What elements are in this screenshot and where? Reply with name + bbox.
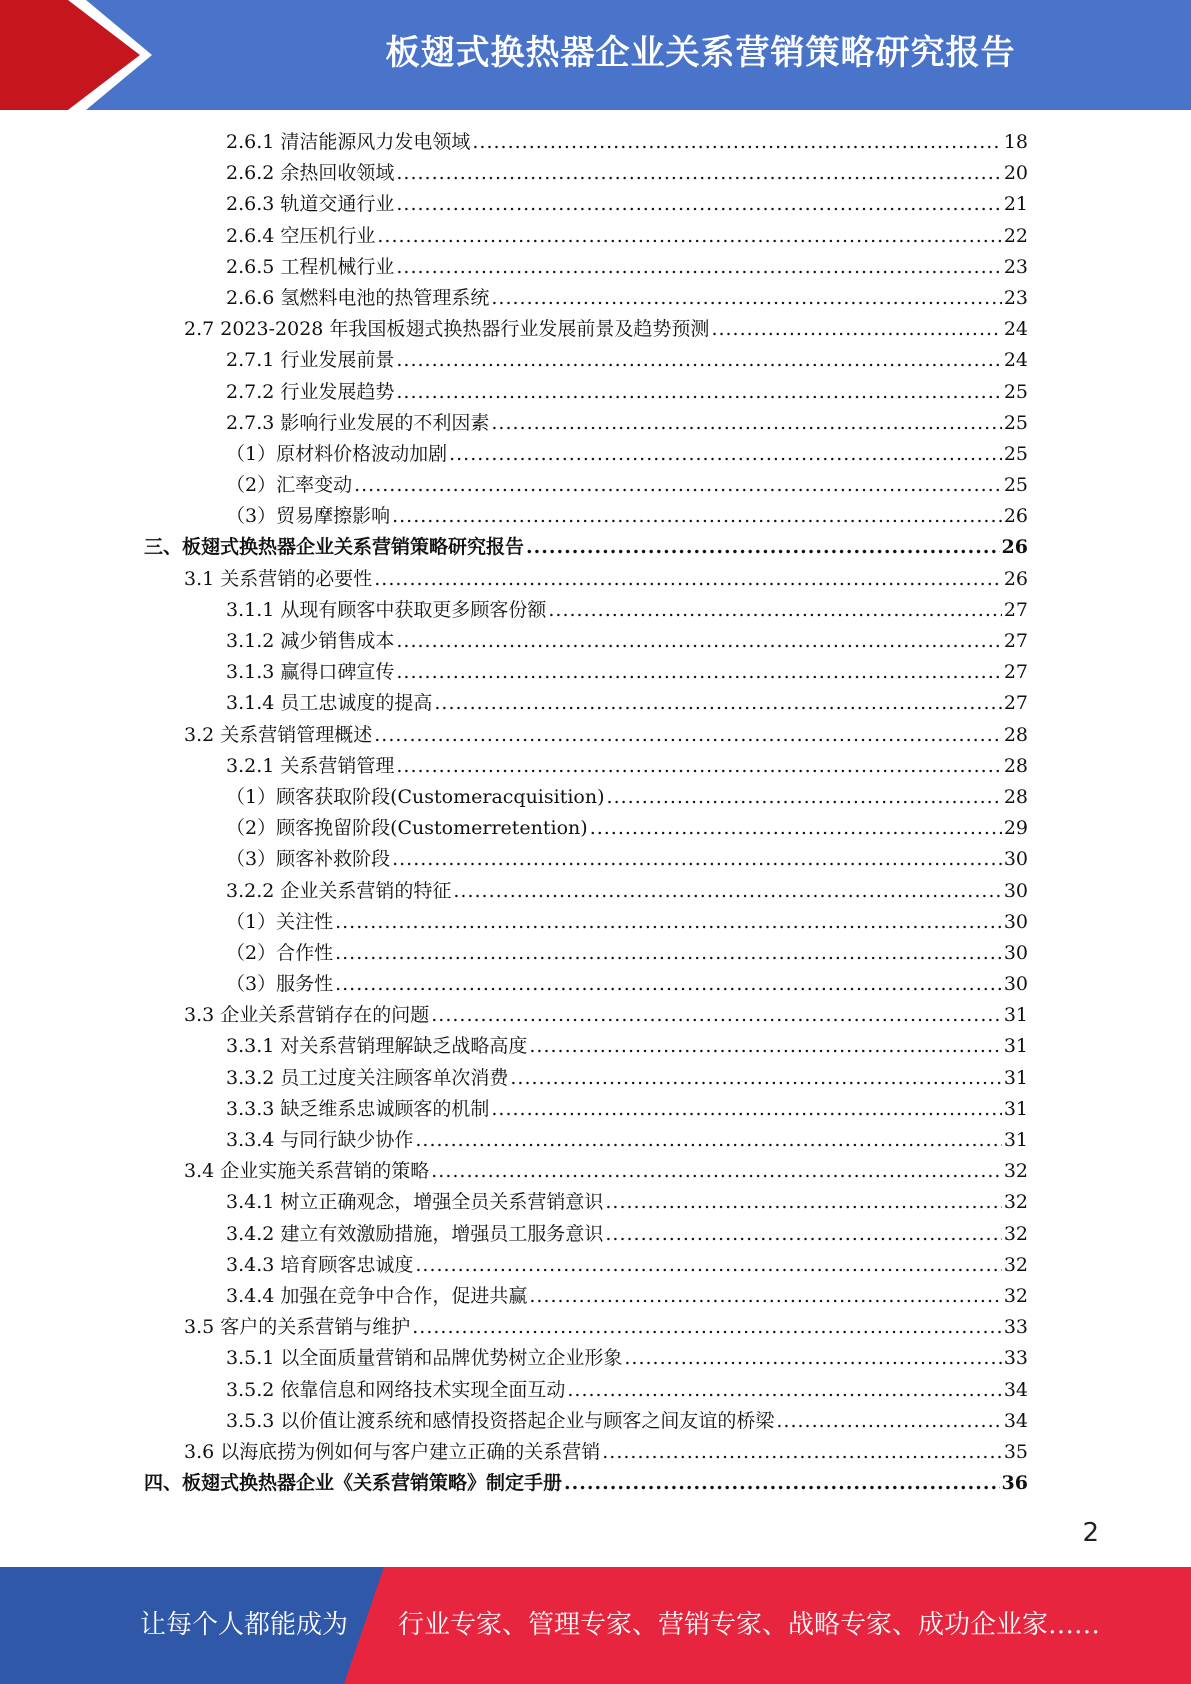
toc-entry-title: 2.6.6 氢燃料电池的热管理系统: [226, 286, 490, 309]
toc-entry-page: 28: [1003, 754, 1028, 777]
toc-dot-leader: [396, 626, 1001, 657]
toc-entry[interactable]: [226, 1343, 1028, 1374]
toc-dot-leader: [335, 938, 1002, 969]
page-number: 2: [1082, 1518, 1099, 1548]
toc-entry-title: 3.4.1 树立正确观念，增强全员关系营销意识: [226, 1191, 604, 1214]
toc-entry[interactable]: [226, 813, 1028, 844]
toc-entry-title: 2.6.2 余热回收领域: [226, 162, 395, 185]
toc-entry-page: 26: [1003, 505, 1028, 528]
toc-entry-title: （2）顾客挽留阶段(Customerretention): [226, 817, 588, 840]
toc-entry-page: 27: [1003, 692, 1028, 715]
toc-entry[interactable]: [144, 532, 1028, 563]
toc-entry[interactable]: [226, 501, 1028, 532]
toc-dot-leader: [567, 1375, 1001, 1406]
toc-entry-page: 22: [1003, 224, 1028, 247]
toc-entry-page: 33: [1003, 1316, 1028, 1339]
toc-entry[interactable]: [226, 1219, 1028, 1250]
toc-entry-page: 33: [1003, 1347, 1028, 1370]
toc-dot-leader: [396, 189, 1001, 220]
toc-entry-title: 3.1 关系营销的必要性: [184, 567, 373, 590]
toc-entry[interactable]: [226, 657, 1028, 688]
toc-entry[interactable]: [226, 969, 1028, 1000]
toc-dot-leader: [396, 657, 1001, 688]
toc-dot-leader: [491, 283, 1001, 314]
toc-entry-title: 3.4.3 培育顾客忠诚度: [226, 1253, 414, 1276]
toc-dot-leader: [548, 595, 1001, 626]
toc-entry-title: 四、板翅式换热器企业《关系营销策略》制定手册: [144, 1472, 563, 1495]
toc-entry-page: 31: [1003, 1035, 1028, 1058]
toc-entry-title: （1）顾客获取阶段(Customeracquisition): [226, 785, 605, 808]
toc-entry-title: 3.3 企业关系营销存在的问题: [184, 1004, 430, 1027]
toc-entry[interactable]: [226, 1094, 1028, 1125]
toc-dot-leader: [396, 252, 1001, 283]
toc-dot-leader: [396, 377, 1001, 408]
toc-entry-page: 32: [1003, 1160, 1028, 1183]
toc-entry-title: 3.1.1 从现有顾客中获取更多顾客份额: [226, 598, 547, 621]
toc-dot-leader: [431, 1000, 1002, 1031]
toc-entry-title: 3.3.3 缺乏维系忠诚顾客的机制: [226, 1097, 490, 1120]
toc-entry[interactable]: [184, 314, 1028, 345]
toc-entry[interactable]: [226, 1031, 1028, 1062]
toc-dot-leader: [449, 439, 1002, 470]
toc-entry-page: 23: [1003, 286, 1028, 309]
toc-entry[interactable]: [226, 470, 1028, 501]
toc-dot-leader: [526, 532, 1000, 563]
toc-entry-page: 21: [1003, 193, 1028, 216]
toc-dot-leader: [605, 1187, 1001, 1218]
toc-entry-page: 18: [1003, 131, 1028, 153]
toc-entry-title: 2.6.5 工程机械行业: [226, 255, 395, 278]
toc-entry-page: 32: [1003, 1253, 1028, 1276]
toc-entry-title: （1）原材料价格波动加剧: [226, 442, 448, 465]
toc-entry[interactable]: [226, 439, 1028, 470]
toc-entry[interactable]: [226, 1406, 1028, 1437]
toc-entry[interactable]: [184, 1312, 1028, 1343]
toc-entry-title: 3.2.1 关系营销管理: [226, 754, 395, 777]
toc-entry-title: 3.2.2 企业关系营销的特征: [226, 879, 452, 902]
toc-entry-page: 23: [1003, 255, 1028, 278]
toc-dot-leader: [491, 1094, 1001, 1125]
toc-entry[interactable]: [226, 189, 1028, 220]
toc-dot-leader: [374, 720, 1002, 751]
toc-entry-title: 3.3.4 与同行缺少协作: [226, 1129, 414, 1151]
toc-entry[interactable]: [144, 1468, 1028, 1499]
toc-entry-page: 30: [1003, 910, 1028, 933]
toc-entry-page: 25: [1003, 474, 1028, 497]
toc-entry[interactable]: [226, 876, 1028, 907]
toc-entry-page: 30: [1003, 941, 1028, 964]
toc-dot-leader: [590, 813, 1002, 844]
toc-entry-page: 27: [1003, 630, 1028, 652]
toc-entry-page: 30: [1003, 973, 1028, 996]
toc-entry-page: 35: [1003, 1440, 1028, 1463]
toc-entry[interactable]: [226, 283, 1028, 314]
page-title: 板翅式换热器企业关系营销策略研究报告: [385, 33, 1016, 73]
toc-entry-title: （2）汇率变动: [226, 474, 353, 497]
toc-dot-leader: [453, 876, 1001, 907]
toc-dot-leader: [412, 1312, 1002, 1343]
toc-entry-title: 3.4 企业实施关系营销的策略: [184, 1160, 430, 1183]
toc-entry-title: 2.6.3 轨道交通行业: [226, 193, 395, 216]
toc-entry[interactable]: [226, 751, 1028, 782]
toc-dot-leader: [415, 1250, 1001, 1281]
toc-entry-page: 24: [1003, 318, 1028, 341]
toc-entry-title: 2.7 2023-2028 年我国板翅式换热器行业发展前景及趋势预测: [184, 318, 710, 341]
toc-entry[interactable]: [226, 1063, 1028, 1094]
page-footer: [0, 1567, 1191, 1684]
toc-entry-title: （1）关注性: [226, 910, 334, 933]
toc-dot-leader: [392, 844, 1002, 875]
toc-entry-page: 30: [1003, 879, 1028, 902]
toc-dot-leader: [415, 1125, 1001, 1156]
toc-dot-leader: [510, 1063, 1001, 1094]
toc-entry-page: 34: [1003, 1378, 1028, 1401]
toc-entry[interactable]: [184, 564, 1028, 595]
toc-entry[interactable]: [226, 1125, 1028, 1156]
toc-dot-leader: [354, 470, 1002, 501]
footer-slogan-right: 行业专家、管理专家、营销专家、战略专家、成功企业家……: [398, 1610, 1101, 1640]
toc-dot-leader: [377, 221, 1001, 252]
toc-dot-leader: [624, 1343, 1001, 1374]
toc-entry[interactable]: [226, 1281, 1028, 1312]
toc-entry[interactable]: [226, 595, 1028, 626]
toc-entry-title: （2）合作性: [226, 941, 334, 964]
toc-entry-page: 20: [1003, 162, 1028, 185]
toc-dot-leader: [396, 751, 1001, 782]
toc-entry[interactable]: [226, 1187, 1028, 1218]
toc-entry[interactable]: [226, 782, 1028, 813]
toc-dot-leader: [529, 1031, 1001, 1062]
toc-entry-title: 3.3.1 对关系营销理解缺乏战略高度: [226, 1035, 528, 1058]
table-of-contents: [0, 127, 1191, 1499]
toc-entry-page: 25: [1003, 411, 1028, 434]
toc-entry[interactable]: [226, 221, 1028, 252]
toc-entry-page: 27: [1003, 661, 1028, 684]
toc-entry[interactable]: [226, 688, 1028, 719]
toc-dot-leader: [434, 688, 1001, 719]
toc-dot-leader: [776, 1406, 1001, 1437]
toc-entry-title: 3.5.1 以全面质量营销和品牌优势树立企业形象: [226, 1347, 623, 1370]
toc-entry[interactable]: [184, 720, 1028, 751]
toc-entry-page: 29: [1003, 817, 1028, 840]
toc-entry-page: 27: [1003, 598, 1028, 621]
toc-entry[interactable]: [226, 377, 1028, 408]
toc-entry[interactable]: [226, 844, 1028, 875]
toc-entry-page: 25: [1003, 442, 1028, 465]
toc-entry[interactable]: [184, 1437, 1028, 1468]
toc-entry-page: 28: [1003, 785, 1028, 808]
toc-entry-page: 34: [1003, 1409, 1028, 1432]
toc-entry-page: 26: [1003, 567, 1028, 590]
toc-entry-title: 3.1.4 员工忠诚度的提高: [226, 692, 433, 715]
toc-entry-title: 3.5 客户的关系营销与维护: [184, 1316, 411, 1339]
toc-entry-title: 3.3.2 员工过度关注顾客单次消费: [226, 1066, 509, 1089]
toc-dot-leader: [529, 1281, 1001, 1312]
toc-dot-leader: [374, 564, 1002, 595]
toc-entry-title: （3）服务性: [226, 973, 334, 996]
toc-entry-page: 25: [1003, 380, 1028, 403]
toc-entry-title: 3.5.2 依靠信息和网络技术实现全面互动: [226, 1378, 566, 1401]
toc-entry-page: 28: [1003, 723, 1028, 746]
toc-entry-page: 31: [1003, 1066, 1028, 1089]
toc-entry[interactable]: [184, 1000, 1028, 1031]
toc-entry-page: 31: [1003, 1097, 1028, 1120]
toc-dot-leader: [392, 501, 1002, 532]
toc-entry-title: 2.7.3 影响行业发展的不利因素: [226, 411, 490, 434]
toc-entry[interactable]: [226, 626, 1028, 657]
toc-entry-title: 2.7.1 行业发展前景: [226, 349, 395, 372]
toc-dot-leader: [335, 907, 1002, 938]
toc-entry[interactable]: [226, 1250, 1028, 1281]
toc-entry-title: 2.6.4 空压机行业: [226, 224, 376, 247]
toc-dot-leader: [602, 1437, 1002, 1468]
toc-entry[interactable]: [226, 252, 1028, 283]
toc-entry-title: （3）顾客补救阶段: [226, 848, 391, 871]
toc-entry-page: 24: [1003, 349, 1028, 372]
toc-entry-title: 三、板翅式换热器企业关系营销策略研究报告: [144, 536, 525, 559]
toc-entry[interactable]: [226, 938, 1028, 969]
toc-entry-page: 32: [1003, 1284, 1028, 1307]
toc-entry-page: 31: [1003, 1129, 1028, 1151]
toc-entry-title: 2.6.1 清洁能源风力发电领域: [226, 131, 471, 153]
toc-entry[interactable]: [226, 127, 1028, 158]
toc-entry-title: 3.5.3 以价值让渡系统和感情投资搭起企业与顾客之间友谊的桥梁: [226, 1409, 775, 1432]
toc-entry-title: 3.2 关系营销管理概述: [184, 723, 373, 746]
toc-entry-page: 30: [1003, 848, 1028, 871]
toc-entry-page: 32: [1003, 1191, 1028, 1214]
toc-entry-page: 32: [1003, 1222, 1028, 1245]
toc-entry-page: 31: [1003, 1004, 1028, 1027]
toc-dot-leader: [607, 782, 1002, 813]
toc-entry[interactable]: [226, 1375, 1028, 1406]
page-header: [0, 0, 1191, 110]
toc-entry-title: 3.1.3 赢得口碑宣传: [226, 661, 395, 684]
toc-dot-leader: [491, 408, 1001, 439]
toc-dot-leader: [335, 969, 1002, 1000]
toc-entry-page: 36: [1001, 1472, 1028, 1495]
toc-entry[interactable]: [226, 345, 1028, 376]
toc-entry[interactable]: [226, 408, 1028, 439]
toc-entry-title: 3.1.2 减少销售成本: [226, 630, 395, 652]
toc-entry-page: 26: [1001, 536, 1028, 559]
toc-entry[interactable]: [226, 907, 1028, 938]
toc-dot-leader: [564, 1468, 1000, 1499]
toc-dot-leader: [431, 1156, 1002, 1187]
toc-dot-leader: [396, 345, 1001, 376]
toc-entry-title: 3.6 以海底捞为例如何与客户建立正确的关系营销: [184, 1440, 601, 1463]
toc-dot-leader: [711, 314, 1001, 345]
footer-slogan-left: 让每个人都能成为: [140, 1610, 349, 1640]
toc-dot-leader: [396, 158, 1001, 189]
toc-entry-title: 2.7.2 行业发展趋势: [226, 380, 395, 403]
toc-entry-title: （3）贸易摩擦影响: [226, 505, 391, 528]
toc-dot-leader: [472, 127, 1001, 158]
toc-entry-title: 3.4.2 建立有效激励措施，增强员工服务意识: [226, 1222, 604, 1245]
toc-entry[interactable]: [184, 1156, 1028, 1187]
toc-entry[interactable]: [226, 158, 1028, 189]
toc-entry-title: 3.4.4 加强在竞争中合作，促进共赢: [226, 1284, 528, 1307]
toc-dot-leader: [605, 1219, 1001, 1250]
